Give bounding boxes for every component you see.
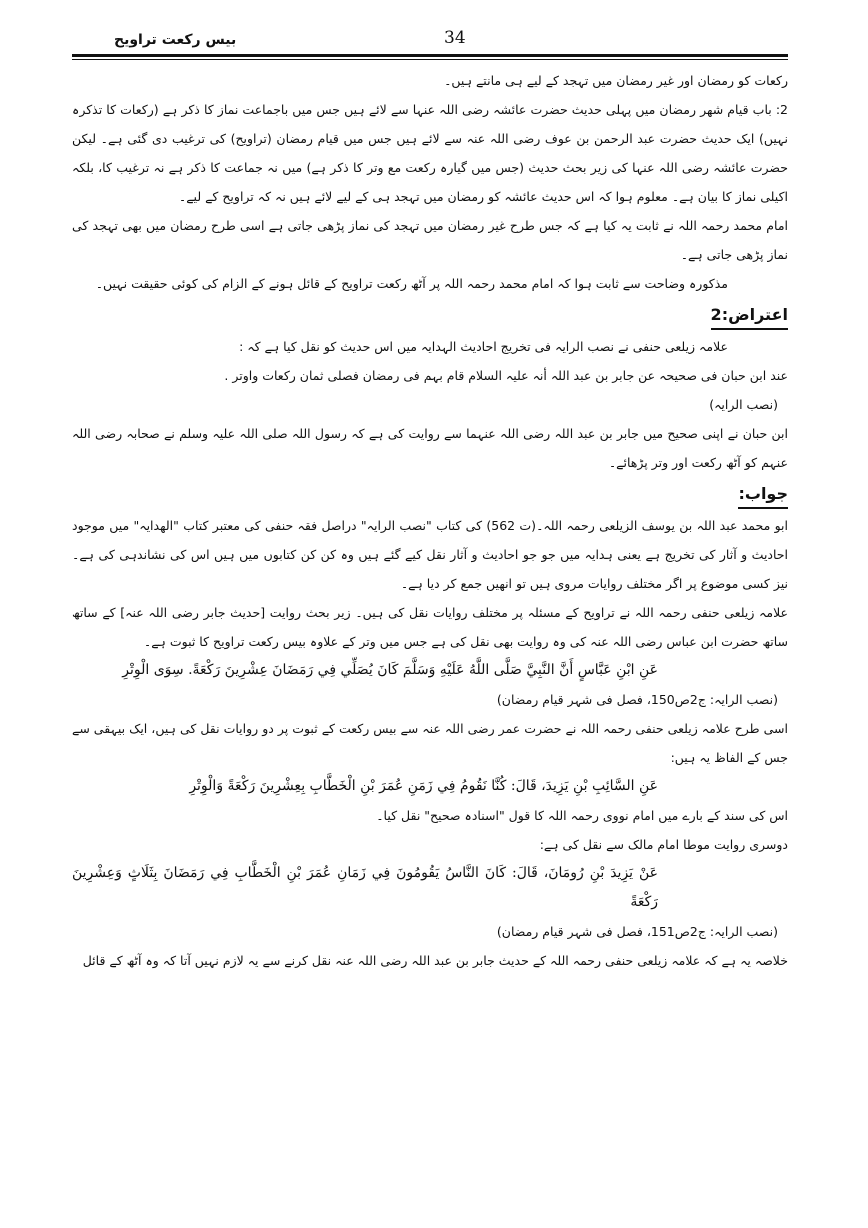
reference: (نصب الرایہ)	[709, 397, 778, 412]
hadith-text: عند ابن حبان فی صحیحہ عن جابر بن عبد اللہ أنہ علیہ السلام قام بہم فی رمضان فصلی ثمان رکعات واوتر .	[224, 368, 788, 383]
paragraph: ابن حبان نے اپنی صحیح میں جابر بن عبد اللہ رضی اللہ عنہما سے روایت کی ہے کہ رسول اللہ صلی اللہ علیہ وسلم نے صحابہ رضی اللہ عنہم کو آٹھ رکعت اور وتر پڑھائے۔	[72, 426, 788, 470]
paragraph: ابو محمد عبد اللہ بن یوسف الزیلعی رحمہ اللہ۔(ت 562) کی کتاب "نصب الرایہ" دراصل فقہ حنفی کی معتبر کتاب "الھدایہ" میں موجود احادیث و آثار کی تخریج ہے یعنی ہدایہ میں جو جو احادیث و آثار نقل کیے گئے ہیں وہ کن کن کتابوں میں ہیں اس کی نشاندہی کی ہے۔ نیز کسی موضوع پر اگر مختلف روایات مروی ہیں تو انھیں جمع کر دیا ہے۔	[72, 518, 789, 591]
paragraph: رکعات کو رمضان اور غیر رمضان میں تہجد کے لیے ہی مانتے ہیں۔	[444, 73, 788, 88]
reference: (نصب الرایہ: ج2ص151، فصل فی شہر قیام رمضان)	[496, 924, 778, 939]
arabic-hadith: عَنِ السَّائِبِ بْنِ يَزِيدَ، قَالَ: كُنَّا نَقُومُ فِي زَمَنِ عُمَرَ بْنِ الْخَطَّابِ بِعِشْرِينَ رَكْعَةً وَالْوِتْرِ	[189, 778, 658, 794]
section-heading-objection: اعتراض:2	[711, 302, 788, 330]
header-rule-thin	[72, 59, 788, 60]
page-header	[72, 22, 788, 56]
paragraph: علامہ زیلعی حنفی رحمہ اللہ نے تراویح کے مسئلہ پر مختلف روایات نقل کی ہیں۔ زیر بحث روایت [حدیث جابر رضی اللہ عنہ] کے ساتھ ساتھ حضرت ابن عباس رضی اللہ عنہ کی وہ روایت بھی نقل کی ہے جس میں وتر کے علاوہ بیس رکعت تراویح کا ثبوت ہے۔	[72, 605, 788, 649]
paragraph: امام محمد رحمہ اللہ نے ثابت یہ کیا ہے کہ جس طرح غیر رمضان میں تہجد کی نماز پڑھی جاتی ہے اسی طرح رمضان میں بھی تہجد کی نماز پڑھی جاتی ہے۔	[72, 218, 788, 262]
arabic-hadith: عَنِ ابْنِ عَبَّاسٍ أَنَّ النَّبِيَّ صَلَّى اللَّهُ عَلَيْهِ وَسَلَّمَ كَانَ يُصَلِّي فِي رَمَضَانَ عِشْرِينَ رَكْعَةً. سِوَى الْوِتْرِ	[122, 662, 658, 678]
paragraph: اس کی سند کے بارے میں امام نووی رحمہ اللہ کا قول "اسنادہ صحیح" نقل کیا۔	[376, 808, 788, 823]
page-number: 34	[444, 28, 466, 48]
paragraph: خلاصہ یہ ہے کہ علامہ زیلعی حنفی رحمہ اللہ کے حدیث جابر بن عبد اللہ رضی اللہ عنہ نقل کرنے سے یہ لازم نہیں آتا کہ وہ آٹھ کے قائل	[82, 953, 788, 968]
section-heading-answer: جواب:	[738, 481, 788, 509]
arabic-hadith: عَنْ يَزِيدَ بْنِ رُومَانَ، قَالَ: كَانَ النَّاسُ يَقُومُونَ فِي زَمَانِ عُمَرَ بْنِ الْخَطَّابِ فِي رَمَضَانَ بِثَلَاثٍ وَعِشْرِينَ رَكْعَةً	[72, 865, 658, 910]
paragraph: 2: باب قیام شھر رمضان میں پہلی حدیث حضرت عائشہ رضی اللہ عنہا سے لائے ہیں جس میں باجماعت نماز کا ذکر ہے (رکعات کا تذکرہ نہیں) ایک حدیث حضرت عبد الرحمن بن عوف رضی اللہ عنہ سے لائے ہیں جس میں قیام رمضان (تراویح) کی ترغیب دی گئی ہے۔ لیکن حضرت عائشہ رضی اللہ عنہا کی زیر بحث حدیث (جس میں گیارہ رکعت مع وتر کا ذکر ہے) میں نہ جماعت کا ذکر ہے نہ ترغیب کا، بلکہ اکیلی نماز کا بیان ہے۔ معلوم ہوا کہ اس حدیث عائشہ کو رمضان میں تہجد ہی کے لیے لائے ہیں نہ کہ تراویح کے لیے۔	[72, 102, 788, 204]
page-body	[72, 66, 788, 975]
paragraph: اسی طرح علامہ زیلعی حنفی رحمہ اللہ نے حضرت عمر رضی اللہ عنہ سے بیس رکعت کے ثبوت پر دو روایات نقل کی ہیں، ایک بیہقی سے جس کے الفاظ یہ ہیں:	[72, 721, 788, 765]
reference: (نصب الرایہ: ج2ص150، فصل فی شہر قیام رمضان)	[496, 692, 778, 707]
header-rule	[72, 54, 788, 57]
paragraph: مذکورہ وضاحت سے ثابت ہوا کہ امام محمد رحمہ اللہ پر آٹھ رکعت تراویح کے قائل ہونے کے الزام کی کوئی حقیقت نہیں۔	[95, 276, 728, 291]
paragraph: دوسری روایت موطا امام مالک سے نقل کی ہے:	[539, 837, 788, 852]
book-title: بیس رکعت تراویح	[114, 32, 237, 48]
paragraph: علامہ زیلعی حنفی نے نصب الرایہ فی تخریج احادیث الہدایہ میں اس حدیث کو نقل کیا ہے کہ :	[239, 339, 728, 354]
